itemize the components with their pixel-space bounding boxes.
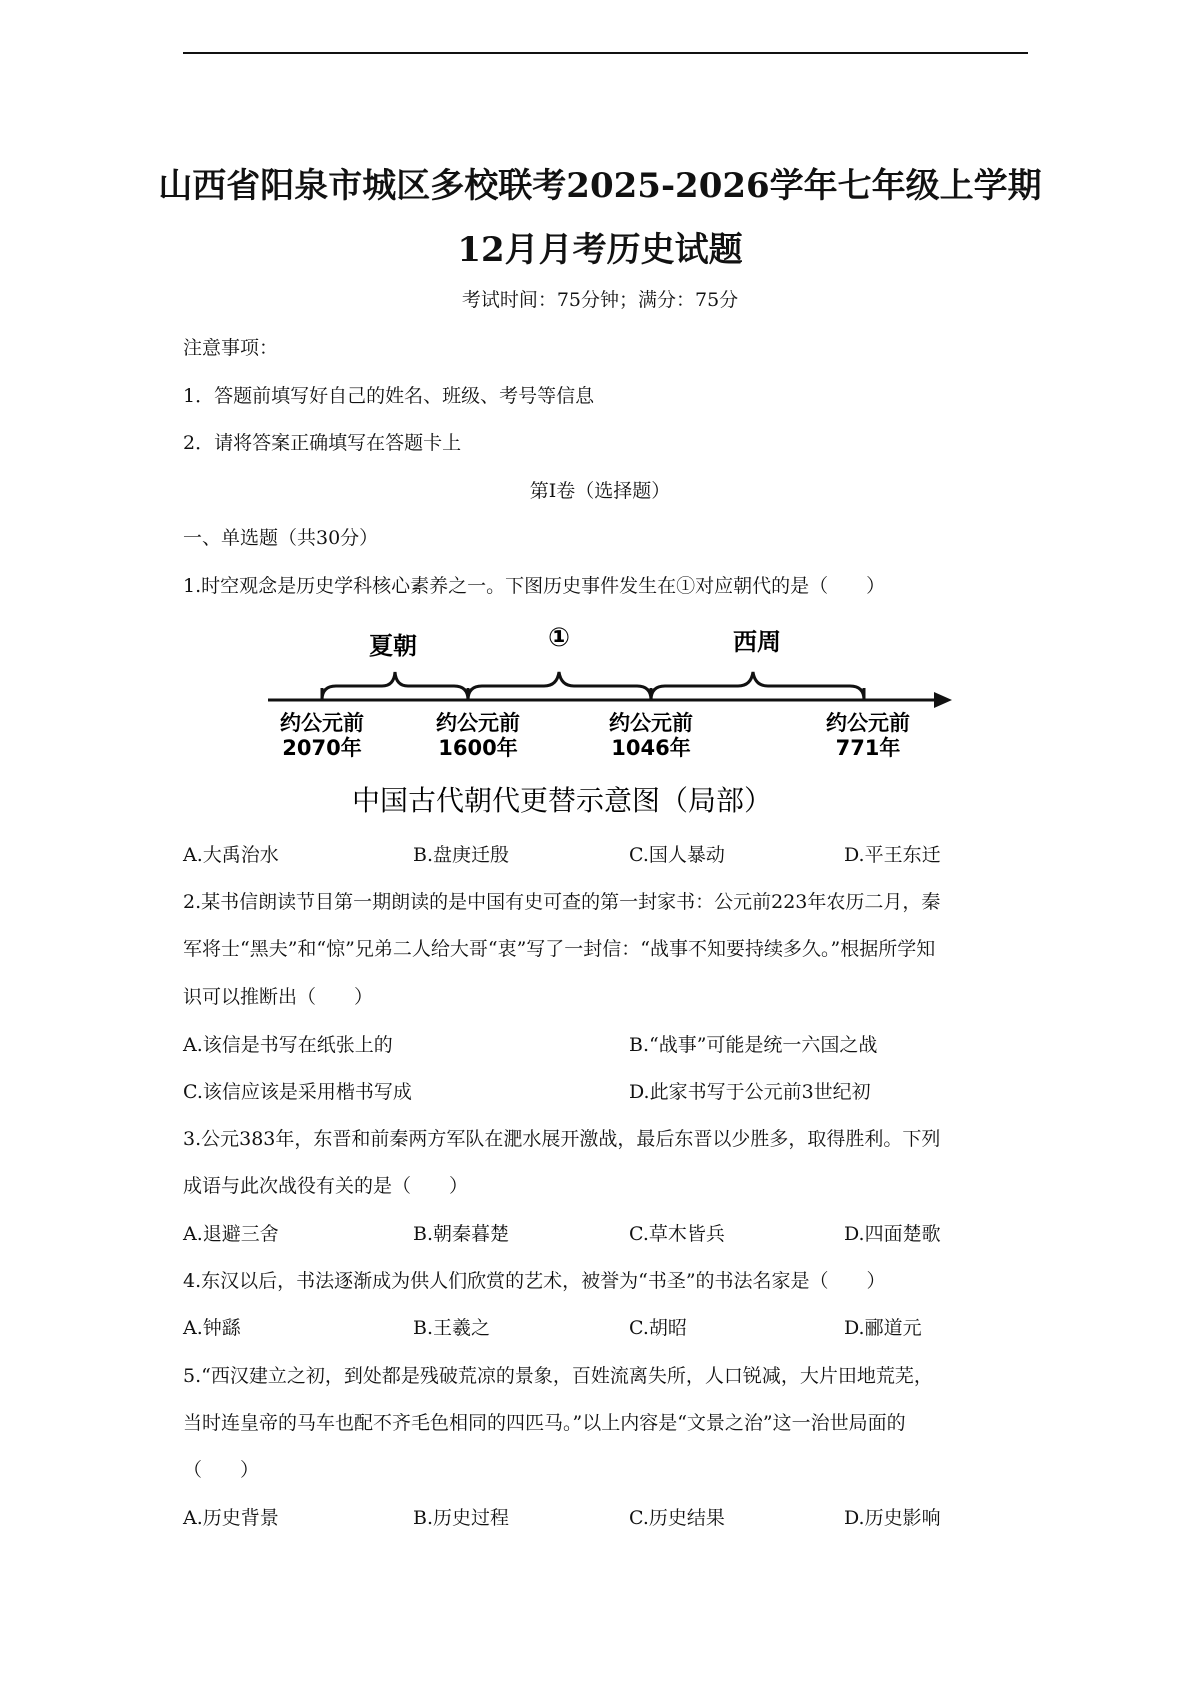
question-1-stem: 1.时空观念是历史学科核心素养之一。下图历史事件发生在①对应朝代的是（ ）: [183, 575, 886, 597]
question-4-stem: 4.东汉以后，书法逐渐成为供人们欣赏的艺术，被誉为“书圣”的书法名家是（ ）: [183, 1270, 886, 1292]
q4-option-d: D.郦道元: [844, 1317, 922, 1339]
q3-option-c: C.草木皆兵: [629, 1223, 725, 1245]
header-rule: [183, 52, 1028, 54]
q1-option-c: C.国人暴动: [629, 844, 725, 866]
timeline-arrowhead: [934, 692, 952, 708]
brace-xia: [322, 672, 468, 700]
dynasty-timeline-figure: [0, 600, 1200, 830]
q2-option-b: B.“战事”可能是统一六国之战: [629, 1034, 878, 1056]
q2-option-a: A.该信是书写在纸张上的: [183, 1034, 393, 1056]
point-label-771-l1: 约公元前: [826, 711, 910, 735]
note-item: 1．答题前填写好自己的姓名、班级、考号等信息: [183, 385, 595, 407]
exam-info: 考试时间：75分钟；满分：75分: [461, 289, 739, 311]
q4-option-a: A.钟繇: [183, 1317, 241, 1339]
timeline-caption: 中国古代朝代更替示意图（局部）: [351, 784, 773, 817]
q3-option-d: D.四面楚歌: [844, 1223, 941, 1245]
q5-option-a: A.历史背景: [183, 1507, 279, 1529]
question-3-stem-line: 成语与此次战役有关的是（ ）: [183, 1175, 469, 1197]
q1-option-d: D.平王东迁: [844, 844, 941, 866]
point-label-1046-l1: 约公元前: [609, 711, 693, 735]
question-2-stem-line: 军将士“黑夫”和“惊”兄弟二人给大哥“衷”写了一封信：“战事不知要持续多久。”根据所学知: [183, 938, 936, 960]
part-title: 一、单选题（共30分）: [183, 527, 379, 549]
point-label-2070-l1: 约公元前: [280, 711, 364, 735]
question-5-stem-line: （ ）: [183, 1459, 260, 1481]
q4-option-c: C.胡昭: [629, 1317, 687, 1339]
question-5-stem-line: 5.“西汉建立之初，到处都是残破荒凉的景象，百姓流离失所，人口锐减，大片田地荒芜，: [183, 1365, 933, 1387]
point-label-1600-l1: 约公元前: [436, 711, 520, 735]
section-title: 第I卷（选择题）: [529, 480, 671, 502]
q1-option-b: B.盘庚迁殷: [413, 844, 510, 866]
q1-option-a: A.大禹治水: [183, 844, 279, 866]
q5-option-b: B.历史过程: [413, 1507, 510, 1529]
point-label-2070-l2: 2070年: [282, 736, 362, 760]
label-circle-one: ①: [547, 623, 571, 653]
q2-option-c: C.该信应该是采用楷书写成: [183, 1081, 412, 1103]
note-item: 2．请将答案正确填写在答题卡上: [183, 432, 462, 454]
label-xia: 夏朝: [369, 632, 417, 660]
point-label-771-l2: 771年: [835, 736, 901, 760]
brace-xizhou: [651, 672, 864, 700]
label-xizhou: 西周: [733, 628, 781, 656]
brace-shang: [468, 672, 651, 700]
question-2-stem-line: 2.某书信朗读节目第一期朗读的是中国有史可查的第一封家书：公元前223年农历二月，秦: [183, 891, 941, 913]
exam-title-line2: 12月月考历史试题: [457, 230, 743, 270]
point-label-1046-l2: 1046年: [611, 736, 691, 760]
question-2-stem-line: 识可以推断出（ ）: [183, 986, 374, 1008]
q2-option-d: D.此家书写于公元前3世纪初: [629, 1081, 871, 1103]
q5-option-d: D.历史影响: [844, 1507, 941, 1529]
q5-option-c: C.历史结果: [629, 1507, 725, 1529]
q3-option-b: B.朝秦暮楚: [413, 1223, 510, 1245]
notes-heading: 注意事项：: [183, 337, 279, 359]
q3-option-a: A.退避三舍: [183, 1223, 279, 1245]
point-label-1600-l2: 1600年: [438, 736, 518, 760]
exam-title-line1: 山西省阳泉市城区多校联考2025-2026学年七年级上学期: [158, 166, 1042, 206]
question-5-stem-line: 当时连皇帝的马车也配不齐毛色相同的四匹马。”以上内容是“文景之治”这一治世局面的: [183, 1412, 906, 1434]
q4-option-b: B.王羲之: [413, 1317, 491, 1339]
question-3-stem-line: 3.公元383年，东晋和前秦两方军队在淝水展开激战，最后东晋以少胜多，取得胜利。下列: [183, 1128, 941, 1150]
